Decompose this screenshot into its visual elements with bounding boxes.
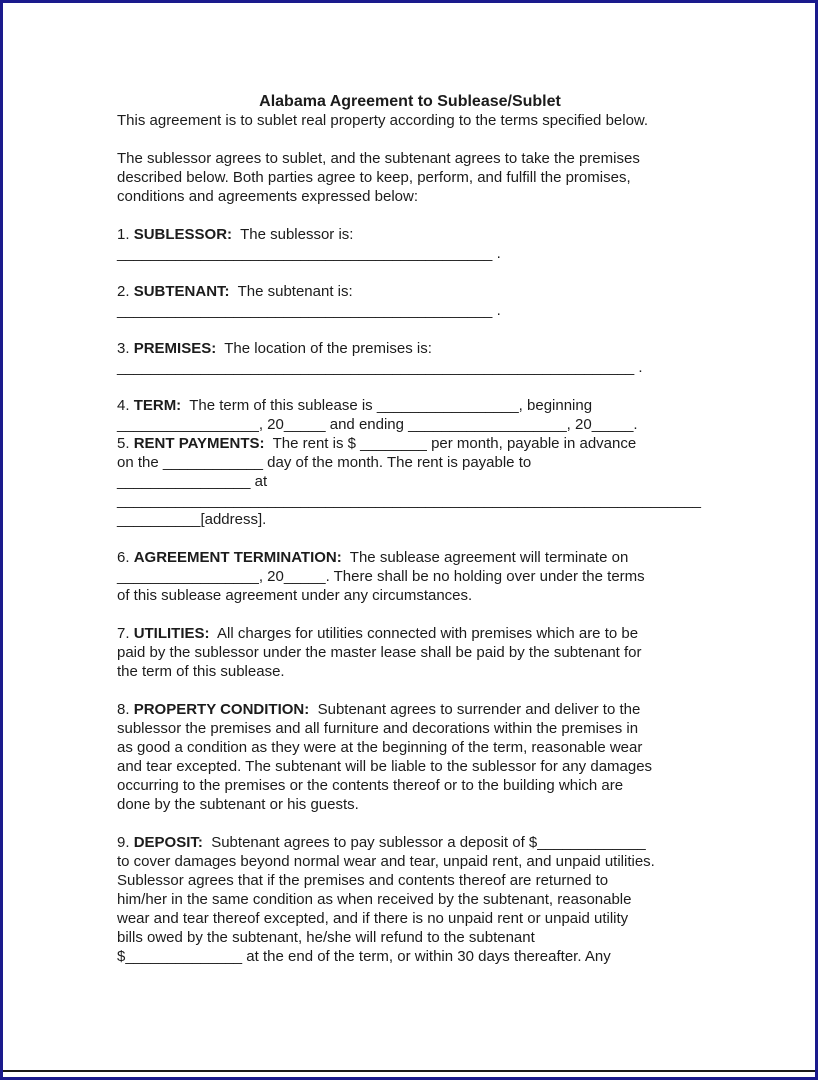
doc-line [117, 871, 703, 890]
page-bottom-divider [0, 1070, 818, 1072]
text-run: 3. [117, 340, 134, 357]
text-run: . [634, 359, 643, 376]
text-run: 4. [117, 397, 134, 414]
text-run: conditions and agreements expressed below: [117, 188, 419, 205]
doc-line [117, 909, 703, 928]
section-1-sublessor [117, 225, 703, 263]
text-run: him/her in the same condition as when received by the subtenant, reasonable [117, 891, 632, 908]
text-run: at the end of the term, or within 30 days thereafter. Any [242, 948, 611, 965]
text-run: 9. [117, 834, 134, 851]
text-run: bills owed by the subtenant, he/she will refund to the subtenant [117, 929, 535, 946]
page-subtitle: This agreement is to sublet real property according to the terms specified below. [117, 112, 649, 129]
text-run: . [633, 416, 638, 433]
fill-in-blank: _____ [283, 416, 326, 433]
section-heading: SUBTENANT: [133, 283, 230, 300]
text-run: sublessor the premises and all furniture and decorations within the premises in [117, 720, 639, 737]
text-run: and tear excepted. The subtenant will be liable to the sublessor for any damages [117, 758, 653, 775]
section-2-subtenant [117, 282, 703, 320]
text-run: and ending [325, 416, 409, 433]
text-run: The sublease agreement will terminate on [341, 549, 629, 566]
doc-line [117, 225, 703, 244]
doc-line [117, 510, 703, 529]
text-run: wear and tear thereof excepted, and if there is no unpaid rent or unpaid utility [117, 910, 629, 927]
text-run: Sublessor agrees that if the premises and contents thereof are returned to [117, 872, 609, 889]
doc-line [117, 358, 703, 377]
section-heading: AGREEMENT TERMINATION: [133, 549, 342, 566]
text-run: [address]. [200, 511, 267, 528]
doc-line [117, 244, 703, 263]
text-run: 8. [117, 701, 134, 718]
doc-line [117, 339, 703, 358]
text-run: as good a condition as they were at the beginning of the term, reasonable wear [117, 739, 643, 756]
fill-in-blank: __________ [117, 511, 201, 528]
section-heading: TERM: [133, 397, 182, 414]
text-run: to cover damages beyond normal wear and tear, unpaid rent, and unpaid utilities. [117, 853, 655, 870]
doc-line [117, 890, 703, 909]
section-5-rent-payments [117, 434, 703, 529]
doc-line [117, 852, 703, 871]
text-run: day of the month. The rent is payable to [262, 454, 532, 471]
doc-line [117, 548, 703, 567]
fill-in-blank: _____ [591, 416, 634, 433]
section-9-deposit [117, 833, 703, 966]
doc-line [117, 928, 703, 947]
text-run: . [492, 245, 501, 262]
fill-in-blank: ________ [360, 435, 427, 452]
doc-line [117, 795, 703, 814]
text-run: The subtenant is: [229, 283, 353, 300]
section-4-term [117, 396, 703, 434]
fill-in-blank: _____ [283, 568, 326, 585]
text-run: 5. [117, 435, 134, 452]
page-title: Alabama Agreement to Sublease/Sublet [259, 93, 561, 110]
text-run: occurring to the premises or the contents thereof or to the building which are [117, 777, 624, 794]
doc-line [117, 643, 703, 662]
text-run: described below. Both parties agree to keep, perform, and fulfill the promises, [117, 169, 631, 186]
text-run: on the [117, 454, 163, 471]
text-run: 2. [117, 283, 134, 300]
section-3-premises [117, 339, 703, 377]
intro-paragraph [117, 149, 703, 206]
text-run: The sublessor is: [232, 226, 354, 243]
section-heading: PROPERTY CONDITION: [133, 701, 310, 718]
doc-line [117, 700, 703, 719]
text-run: Subtenant agrees to surrender and deliver to the [309, 701, 641, 718]
doc-line [117, 168, 703, 187]
text-run: . [492, 302, 501, 319]
section-heading: SUBLESSOR: [133, 226, 233, 243]
text-run: . There shall be no holding over under the terms [325, 568, 645, 585]
doc-line [117, 567, 703, 586]
text-run: All charges for utilities connected with premises which are to be [209, 625, 639, 642]
text-run: The rent is $ [264, 435, 361, 452]
doc-line [117, 662, 703, 681]
doc-line [117, 453, 703, 472]
text-run: , 20 [258, 416, 284, 433]
fill-in-blank: ______________________________________________________________ [117, 359, 635, 376]
text-run: done by the subtenant or his guests. [117, 796, 359, 813]
doc-line [117, 491, 703, 510]
text-run: 6. [117, 549, 134, 566]
text-run: , 20 [258, 568, 284, 585]
fill-in-blank: _____________________________________________ [117, 245, 493, 262]
fill-in-blank: ____________ [162, 454, 263, 471]
section-heading: RENT PAYMENTS: [133, 435, 265, 452]
section-8-property-condition [117, 700, 703, 814]
fill-in-blank: ___________________ [408, 416, 567, 433]
text-run: Subtenant agrees to pay sublessor a deposit of $ [202, 834, 538, 851]
fill-in-blank: _________________ [376, 397, 519, 414]
section-7-utilities [117, 624, 703, 681]
text-run: The sublessor agrees to sublet, and the subtenant agrees to take the premises [117, 150, 640, 167]
text-run: $ [117, 948, 126, 965]
doc-line [117, 624, 703, 643]
doc-line [117, 833, 703, 852]
doc-line [117, 738, 703, 757]
fill-in-blank: _____________________________________________ [117, 302, 493, 319]
doc-line [117, 149, 703, 168]
text-run: the term of this sublease. [117, 663, 285, 680]
doc-line [117, 301, 703, 320]
text-run: 7. [117, 625, 134, 642]
section-6-agreement-termination [117, 548, 703, 605]
text-run: , beginning [518, 397, 593, 414]
doc-line [117, 187, 703, 206]
text-run: per month, payable in advance [426, 435, 637, 452]
doc-line [117, 282, 703, 301]
fill-in-blank: ______________ [125, 948, 243, 965]
section-heading: PREMISES: [133, 340, 217, 357]
fill-in-blank: ________________ [117, 473, 251, 490]
doc-line [117, 719, 703, 738]
text-run: The term of this sublease is [181, 397, 377, 414]
doc-line [117, 434, 703, 453]
fill-in-blank: _____________ [537, 834, 646, 851]
fill-in-blank: _________________ [117, 416, 259, 433]
fill-in-blank: _________________ [117, 568, 259, 585]
doc-paragraphs [117, 149, 703, 966]
doc-line [117, 586, 703, 605]
text-run: at [250, 473, 268, 490]
fill-in-blank: ______________________________________________________________________ [117, 492, 701, 509]
doc-line [117, 396, 703, 415]
doc-line [117, 757, 703, 776]
section-heading: UTILITIES: [133, 625, 210, 642]
doc-line [117, 947, 703, 966]
section-heading: DEPOSIT: [133, 834, 203, 851]
text-run: 1. [117, 226, 134, 243]
doc-line [117, 472, 703, 491]
doc-line [117, 415, 703, 434]
text-run: , 20 [566, 416, 592, 433]
text-run: paid by the sublessor under the master lease shall be paid by the subtenant for [117, 644, 642, 661]
text-run: The location of the premises is: [216, 340, 432, 357]
doc-line [117, 776, 703, 795]
text-run: of this sublease agreement under any circumstances. [117, 587, 473, 604]
